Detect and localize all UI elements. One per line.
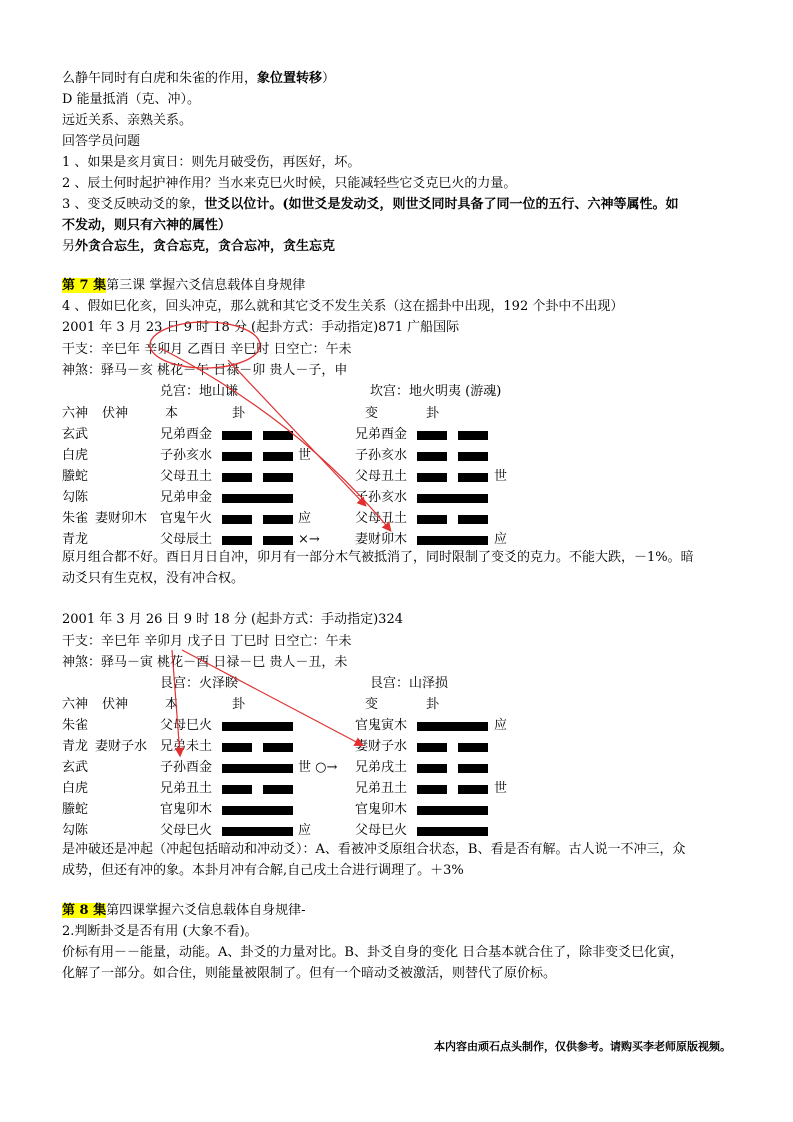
main-marker: 世 ○→ — [298, 760, 338, 775]
solid-yao-line — [417, 722, 488, 731]
main-yao — [222, 821, 293, 841]
change-line-label: 子孙亥水 — [355, 490, 408, 505]
main-yao — [222, 779, 293, 799]
broken-yao-line — [222, 515, 293, 524]
change-line-label: 妻财卯木 — [355, 532, 408, 547]
episode-8-heading: 第 8 集第四课掌握六爻信息载体自身规律- — [62, 903, 306, 918]
main-line-label: 子孙酉金 — [160, 760, 213, 775]
case1-shensha: 神煞：驿马－亥 桃花－午 日禄－卯 贵人－子，申 — [62, 363, 348, 378]
change-marker: 世 — [494, 781, 508, 796]
fushen-cell: 妻财子水 — [95, 739, 148, 754]
footer-note: 本内容由顽石点头制作，仅供参考。请购买李老师原版视频。 — [434, 1040, 731, 1053]
liushen-cell: 白虎 — [62, 781, 89, 796]
main-line-label: 父母巳火 — [160, 823, 213, 838]
solid-yao-line — [417, 827, 488, 836]
change-line-label: 子孙亥水 — [355, 448, 408, 463]
main-yao — [222, 425, 293, 445]
case1-date: 2001 年 3 月 23 日 9 时 18 分 (起卦方式：手动指定)871 广船国际 — [62, 320, 460, 335]
change-yao — [417, 758, 488, 778]
text-line: 2.判断卦爻是否有用 (大象不看)。 — [62, 924, 258, 939]
liushen-cell: 青龙 — [62, 739, 89, 754]
change-line-label: 兄弟戌土 — [355, 760, 408, 775]
broken-yao-line — [417, 764, 488, 773]
header-bian: 变 — [365, 406, 379, 421]
broken-yao-line — [417, 785, 488, 794]
main-yao — [222, 488, 293, 508]
text-line: 1 、如果是亥月寅日：则先月破受伤，再医好，坏。 — [62, 155, 361, 170]
case1-note: 原月组合都不好。酉日月日自冲，卯月有一部分木气被抵消了，同时限制了变爻的克力。不能大跌，－1%。暗 — [62, 550, 694, 565]
main-yao — [222, 758, 293, 778]
broken-yao-line — [222, 431, 293, 440]
change-yao — [417, 800, 488, 820]
change-marker: 应 — [494, 532, 508, 547]
main-yao — [222, 716, 293, 736]
change-line-label: 父母丑土 — [355, 511, 408, 526]
main-marker: 应 — [298, 823, 312, 838]
header-fushen: 伏神 — [102, 406, 129, 421]
header-gua2: 卦 — [426, 406, 440, 421]
solid-yao-line — [417, 494, 488, 503]
main-marker: ×→ — [298, 532, 320, 547]
header-gua: 卦 — [232, 406, 246, 421]
broken-yao-line — [417, 452, 488, 461]
change-yao — [417, 488, 488, 508]
liushen-cell: 玄武 — [62, 427, 89, 442]
header-fushen: 伏神 — [102, 697, 129, 712]
case2-palace-main: 艮宫：火泽睽 — [160, 676, 239, 691]
main-line-label: 兄弟酉金 — [160, 427, 213, 442]
case1-palace-change: 坎宫：地火明夷 (游魂) — [370, 384, 502, 399]
change-marker: 世 — [494, 469, 508, 484]
main-line-label: 兄弟未土 — [160, 739, 213, 754]
broken-yao-line — [417, 743, 488, 752]
main-yao — [222, 467, 293, 487]
solid-yao-line — [222, 722, 293, 731]
text-line: 化解了一部分。如合住，则能量被限制了。但有一个暗动爻被激活，则替代了原价标。 — [62, 966, 557, 981]
liushen-cell: 玄武 — [62, 760, 89, 775]
change-marker: 应 — [494, 718, 508, 733]
case1-note: 动爻只有生克权，没有冲合权。 — [62, 571, 245, 586]
header-bian: 变 — [365, 697, 379, 712]
change-yao — [417, 737, 488, 757]
liushen-cell: 勾陈 — [62, 490, 89, 505]
broken-yao-line — [222, 452, 293, 461]
change-yao — [417, 779, 488, 799]
change-yao — [417, 446, 488, 466]
case2-palace-change: 艮宫：山泽损 — [370, 676, 449, 691]
main-yao — [222, 446, 293, 466]
broken-yao-line — [222, 785, 293, 794]
liushen-cell: 螣蛇 — [62, 802, 89, 817]
change-line-label: 兄弟酉金 — [355, 427, 408, 442]
liushen-cell: 朱雀 — [62, 511, 89, 526]
header-liushen: 六神 — [62, 697, 89, 712]
main-yao — [222, 800, 293, 820]
text-line: 4 、假如巳化亥，回头冲克，那么就和其它爻不发生关系（这在摇卦中出现，192 个卦中不出现） — [62, 299, 624, 314]
broken-yao-line — [222, 536, 293, 545]
change-line-label: 官鬼卯木 — [355, 802, 408, 817]
main-line-label: 父母辰土 — [160, 532, 213, 547]
main-line-label: 官鬼午火 — [160, 511, 213, 526]
broken-yao-line — [222, 743, 293, 752]
case2-ganzhi: 干支：辛巳年 辛卯月 戊子日 丁巳时 日空亡：午未 — [62, 634, 352, 649]
text-line: 2 、辰土何时起护神作用？当水来克巳火时候，只能减轻些它爻克巳火的力量。 — [62, 176, 517, 191]
header-ben: 本 — [165, 406, 179, 421]
main-marker: 世 — [298, 448, 312, 463]
broken-yao-line — [417, 431, 488, 440]
change-yao — [417, 821, 488, 841]
header-gua2: 卦 — [426, 697, 440, 712]
header-liushen: 六神 — [62, 406, 89, 421]
text-line: D 能量抵消（克、冲）。 — [62, 92, 201, 107]
text-line: 回答学员问题 — [62, 134, 141, 149]
change-line-label: 父母巳火 — [355, 823, 408, 838]
solid-yao-line — [222, 494, 293, 503]
change-line-label: 官鬼寅木 — [355, 718, 408, 733]
liushen-cell: 勾陈 — [62, 823, 89, 838]
case2-shensha: 神煞：驿马－寅 桃花－酉 日禄－巳 贵人－丑，未 — [62, 655, 348, 670]
case1-palace-main: 兑宫：地山谦 — [160, 384, 239, 399]
solid-yao-line — [222, 764, 293, 773]
broken-yao-line — [417, 515, 488, 524]
case2-date: 2001 年 3 月 26 日 9 时 18 分 (起卦方式：手动指定)324 — [62, 612, 403, 627]
change-yao — [417, 467, 488, 487]
broken-yao-line — [222, 473, 293, 482]
fushen-cell: 妻财卯木 — [95, 511, 148, 526]
header-ben: 本 — [165, 697, 179, 712]
text-line: 远近关系、亲熟关系。 — [62, 113, 193, 128]
main-marker: 应 — [298, 511, 312, 526]
change-yao — [417, 509, 488, 529]
text-line: 不发动，则只有六神的属性） — [62, 218, 232, 233]
solid-yao-line — [222, 827, 293, 836]
solid-yao-line — [417, 806, 488, 815]
main-line-label: 父母丑土 — [160, 469, 213, 484]
case1-ganzhi: 干支：辛巳年 辛卯月 乙酉日 辛巳时 日空亡：午未 — [62, 342, 352, 357]
text-line: 另外贪合忘生，贪合忘克，贪合忘冲，贪生忘克 — [62, 239, 336, 254]
change-line-label: 妻财子水 — [355, 739, 408, 754]
text-line: 么静午同时有白虎和朱雀的作用，象位置转移） — [62, 71, 336, 86]
episode-7-heading: 第 7 集第三课 掌握六爻信息载体自身规律 — [62, 278, 306, 293]
change-yao — [417, 530, 488, 550]
change-line-label: 兄弟丑土 — [355, 781, 408, 796]
main-line-label: 父母巳火 — [160, 718, 213, 733]
liushen-cell: 青龙 — [62, 532, 89, 547]
change-line-label: 父母丑土 — [355, 469, 408, 484]
liushen-cell: 白虎 — [62, 448, 89, 463]
change-yao — [417, 716, 488, 736]
main-line-label: 官鬼卯木 — [160, 802, 213, 817]
solid-yao-line — [222, 806, 293, 815]
liushen-cell: 螣蛇 — [62, 469, 89, 484]
main-line-label: 兄弟丑土 — [160, 781, 213, 796]
solid-yao-line — [417, 536, 488, 545]
main-line-label: 子孙亥水 — [160, 448, 213, 463]
main-yao — [222, 530, 293, 550]
case2-note: 是冲破还是冲起（冲起包括暗动和冲动爻）：A、看被冲爻原组合状态，B、看是否有解。古人说一不冲三，众 — [62, 842, 686, 857]
header-gua: 卦 — [232, 697, 246, 712]
broken-yao-line — [417, 473, 488, 482]
liushen-cell: 朱雀 — [62, 718, 89, 733]
change-yao — [417, 425, 488, 445]
case2-note: 成势，但还有冲的象。本卦月冲有合解,自己戌土合进行调理了。＋3% — [62, 863, 464, 878]
text-line: 3 、变爻反映动爻的象，世爻以位计。(如世爻是发动爻，则世爻同时具备了同一位的五行、六神等属性。如 — [62, 197, 679, 212]
main-line-label: 兄弟申金 — [160, 490, 213, 505]
main-yao — [222, 509, 293, 529]
text-line: 价标有用－－能量，动能。A、卦爻的力量对比。B、卦爻自身的变化 日合基本就合住了，除非变爻巳化寅， — [62, 945, 684, 960]
main-yao — [222, 737, 293, 757]
